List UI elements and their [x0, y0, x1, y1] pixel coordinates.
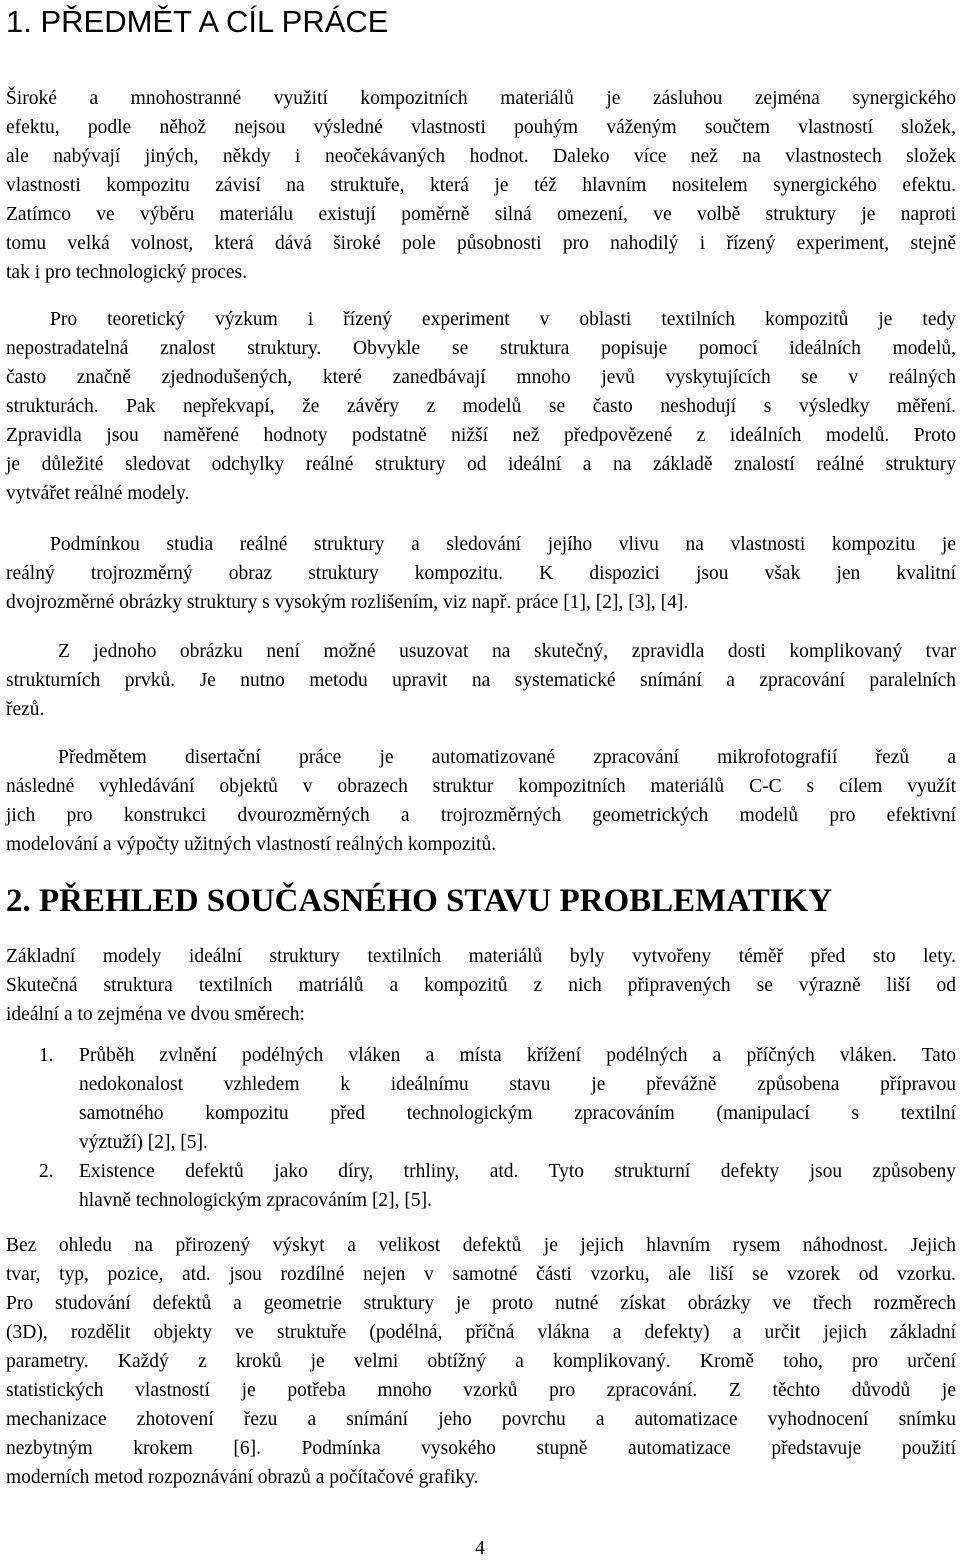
- paragraph-line: Podmínkou studia reálné struktury a sledování jejího vlivu na vlastnosti kompozitu je: [50, 534, 956, 555]
- paragraph-line: nezbytným krokem [6]. Podmínka vysokého stupně automatizace představuje použití: [6, 1438, 956, 1459]
- page-number: 4: [475, 1538, 485, 1559]
- paragraph-line: strukturních prvků. Je nutno metodu upravit na systematické snímání a zpracování paralelních: [6, 670, 956, 691]
- list-item-text: [79, 1041, 956, 1157]
- paragraph-3: [6, 530, 956, 617]
- paragraph-line: modelování a výpočty užitných vlastností reálných kompozitů.: [6, 834, 497, 855]
- paragraph-1: [6, 84, 956, 287]
- paragraph-line: Skutečná struktura textilních matriálů a kompozitů z nich připravených se výrazně liší od: [6, 975, 956, 996]
- paragraph-line: vlastnosti kompozitu závisí na struktuře, která je též hlavním nositelem synergického efektu.: [6, 175, 956, 196]
- paragraph-line: mechanizace zhotovení řezu a snímání jeho povrchu a automatizace vyhodnocení snímku: [6, 1409, 956, 1430]
- list-item-number: 2.: [39, 1161, 54, 1182]
- section-2-intro: [6, 942, 956, 1029]
- list-item-text: [79, 1157, 956, 1215]
- paragraph-line: Předmětem disertační práce je automatizované zpracování mikrofotografií řezů a: [58, 747, 956, 768]
- list-item-line: samotného kompozitu před technologickým zpracováním (manipulací s textilní: [79, 1103, 956, 1124]
- section-2-list: [6, 1041, 956, 1215]
- list-item-line: Průběh zvlnění podélných vláken a místa křížení podélných a příčných vláken. Tato: [79, 1045, 956, 1066]
- paragraph-4: [6, 637, 956, 724]
- paragraph-line: Pro teoretický výzkum i řízený experiment v oblasti textilních kompozitů je tedy: [50, 309, 956, 330]
- section-2-heading: 2. PŘEHLED SOUČASNÉHO STAVU PROBLEMATIKY: [6, 883, 833, 919]
- paragraph-line: Zatímco ve výběru materiálu existují poměrně silná omezení, ve volbě struktury je naproti: [6, 204, 956, 225]
- paragraph-line: ideální a to zejména ve dvou směrech:: [6, 1004, 305, 1025]
- paragraph-5: [6, 743, 956, 859]
- paragraph-line: statistických vlastností je potřeba mnoho vzorků pro zpracování. Z těchto důvodů je: [6, 1380, 956, 1401]
- paragraph-line: parametry. Každý z kroků je velmi obtížný a komplikovaný. Kromě toho, pro určení: [6, 1351, 956, 1372]
- section-2-closing: [6, 1231, 956, 1492]
- list-item-line: nedokonalost vzhledem k ideálnímu stavu je převážně způsobena přípravou: [79, 1074, 956, 1095]
- paragraph-2: [6, 305, 956, 508]
- paragraph-line: (3D), rozdělit objekty ve struktuře (podélná, příčná vlákna a defekty) a určit jejich základní: [6, 1322, 956, 1343]
- paragraph-line: vytvářet reálné modely.: [6, 483, 190, 504]
- paragraph-line: tvar, typ, pozice, atd. jsou rozdílné nejen v samotné části vzorku, ale liší se vzorek od vzorku.: [6, 1264, 956, 1285]
- paragraph-line: ale nabývají jiných, někdy i neočekávaných hodnot. Daleko více než na vlastnostech složek: [6, 146, 956, 167]
- paragraph-line: tomu velká volnost, která dává široké pole působnosti pro nahodilý i řízený experiment, stejně: [6, 233, 956, 254]
- paragraph-line: efektu, podle něhož nejsou výsledné vlastnosti pouhým váženým součtem vlastností složek,: [6, 117, 956, 138]
- paragraph-line: nepostradatelná znalost struktury. Obvykle se struktura popisuje pomocí ideálních modelů,: [6, 338, 956, 359]
- paragraph-line: tak i pro technologický proces.: [6, 262, 247, 283]
- paragraph-line: je důležité sledovat odchylky reálné struktury od ideální a na základě znalostí reálné struktury: [6, 454, 956, 475]
- list-item-line: Existence defektů jako díry, trhliny, atd. Tyto strukturní defekty jsou způsobeny: [79, 1161, 956, 1182]
- list-item: [6, 1041, 956, 1157]
- paragraph-line: moderních metod rozpoznávání obrazů a počítačové grafiky.: [6, 1467, 479, 1488]
- paragraph-line: Zpravidla jsou naměřené hodnoty podstatně nižší než předpovězené z ideálních modelů. Proto: [6, 425, 956, 446]
- paragraph-line: Bez ohledu na přirozený výskyt a velikost defektů je jejich hlavním rysem náhodnost. Jejich: [6, 1235, 956, 1256]
- paragraph-line: často značně zjednodušených, které zanedbávají mnoho jevů vyskytujících se v reálných: [6, 367, 956, 388]
- paragraph-line: reálný trojrozměrný obraz struktury kompozitu. K dispozici jsou však jen kvalitní: [6, 563, 956, 584]
- list-item-line: hlavně technologickým zpracováním [2], [5].: [79, 1190, 433, 1211]
- paragraph-line: Pro studování defektů a geometrie struktury je proto nutné získat obrázky ve třech rozměrech: [6, 1293, 956, 1314]
- paragraph-line: Široké a mnohostranné využití kompozitních materiálů je zásluhou zejména synergického: [6, 88, 956, 109]
- paragraph-line: řezů.: [6, 699, 45, 720]
- paragraph-line: Základní modely ideální struktury textilních materiálů byly vytvořeny téměř před sto lety.: [6, 946, 956, 967]
- list-item-number: 1.: [39, 1045, 54, 1066]
- paragraph-line: dvojrozměrné obrázky struktury s vysokým rozlišením, viz např. práce [1], [2], [3], [4].: [6, 592, 689, 613]
- paragraph-line: jich pro konstrukci dvourozměrných a trojrozměrných geometrických modelů pro efektivní: [6, 805, 956, 826]
- paragraph-line: strukturách. Pak nepřekvapí, že závěry z modelů se často neshodují s výsledky měření.: [6, 396, 956, 417]
- paragraph-line: Z jednoho obrázku není možné usuzovat na skutečný, zpravidla dosti komplikovaný tvar: [58, 641, 956, 662]
- paragraph-line: následné vyhledávání objektů v obrazech struktur kompozitních materiálů C-C s cílem využít: [6, 776, 956, 797]
- list-item: [6, 1157, 956, 1215]
- section-1-heading: 1. PŘEDMĚT A CÍL PRÁCE: [6, 4, 389, 39]
- list-item-line: výztuží) [2], [5].: [79, 1132, 208, 1153]
